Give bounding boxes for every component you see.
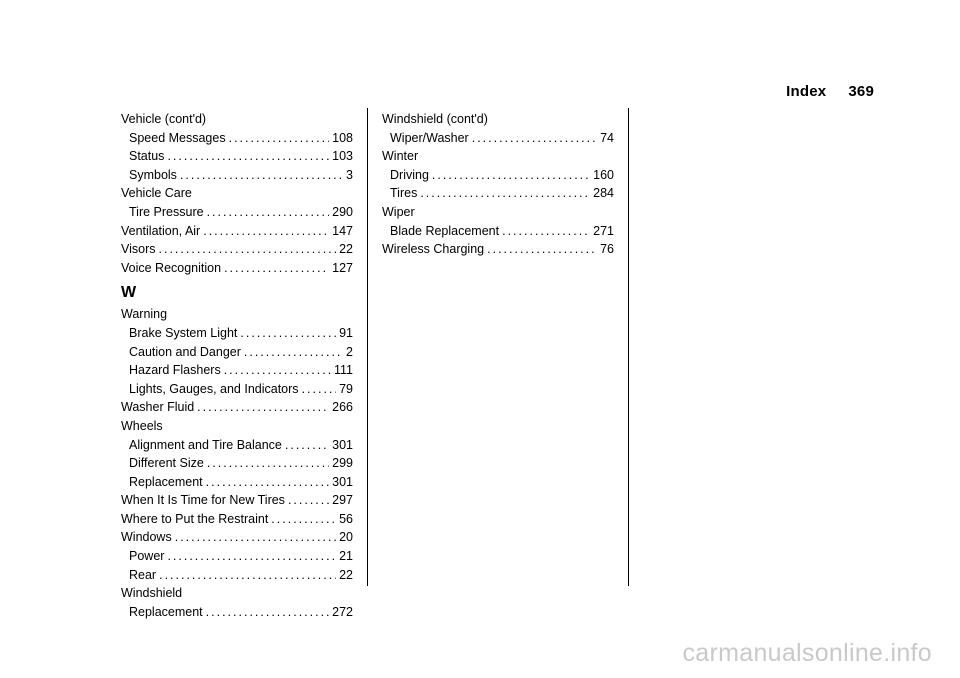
page-number: 369 (848, 83, 874, 100)
entry-text: Different Size (129, 456, 204, 471)
entry-text: Where to Put the Restraint (121, 511, 269, 526)
entry-text: Tires (390, 186, 418, 201)
leader-dots (159, 240, 337, 259)
leader-dots (302, 380, 337, 399)
column-divider (628, 108, 629, 586)
entry-text: Driving (390, 167, 429, 182)
index-heading: Winter (382, 149, 419, 164)
leader-dots (502, 222, 590, 241)
leader-dots (159, 566, 336, 585)
entry-page: 20 (339, 530, 353, 545)
entry-page: 299 (332, 456, 353, 471)
leader-dots (207, 203, 330, 222)
index-entry[interactable] (121, 166, 353, 185)
entry-text: Wiper/Washer (390, 130, 469, 145)
index-entry[interactable] (121, 147, 353, 166)
index-heading: Vehicle (cont'd) (121, 112, 207, 126)
leader-dots (229, 129, 330, 148)
index-column-2 (382, 110, 614, 259)
leader-dots (487, 240, 597, 259)
entry-page: 56 (339, 511, 353, 526)
leader-dots (197, 398, 329, 417)
entry-page: 108 (332, 130, 353, 145)
index-entry[interactable] (121, 491, 353, 510)
index-heading: Wheels (121, 418, 163, 433)
watermark: carmanualsonline.info (682, 639, 932, 667)
entry-text: Alignment and Tire Balance (129, 437, 282, 452)
index-entry[interactable] (382, 166, 614, 185)
entry-text: Voice Recognition (121, 260, 222, 275)
index-entry[interactable] (121, 324, 353, 343)
entry-page: 301 (332, 474, 353, 489)
entry-page: 22 (339, 242, 353, 257)
index-entry[interactable] (121, 528, 353, 547)
entry-page: 79 (339, 381, 353, 396)
leader-dots (180, 166, 343, 185)
index-entry[interactable] (121, 547, 353, 566)
entry-page: 103 (332, 149, 353, 164)
index-entry[interactable] (382, 240, 614, 259)
index-entry[interactable] (121, 380, 353, 399)
leader-dots (175, 528, 336, 547)
leader-dots (285, 436, 329, 455)
entry-page: 272 (332, 604, 353, 619)
index-entry[interactable] (121, 361, 353, 380)
index-heading: Wiper (382, 204, 415, 219)
index-entry[interactable] (121, 222, 353, 241)
entry-text: Brake System Light (129, 325, 238, 340)
entry-page: 266 (332, 400, 353, 415)
entry-text: Power (129, 549, 165, 564)
entry-text: Tire Pressure (129, 204, 204, 219)
leader-dots (244, 343, 343, 362)
entry-page: 111 (333, 363, 353, 378)
entry-text: Replacement (129, 474, 203, 489)
index-entry[interactable] (121, 566, 353, 585)
entry-page: 271 (593, 223, 614, 238)
leader-dots (206, 603, 329, 622)
index-entry[interactable] (121, 259, 353, 278)
entry-page: 297 (332, 493, 353, 508)
page-header (786, 83, 874, 100)
index-heading: Windshield (121, 586, 183, 601)
entry-page: 160 (593, 167, 614, 182)
leader-dots (224, 259, 329, 278)
entry-text: Washer Fluid (121, 400, 195, 415)
index-entry[interactable] (121, 603, 353, 622)
entry-text: Speed Messages (129, 130, 226, 145)
leader-dots (206, 473, 329, 492)
entry-text: Status (129, 149, 165, 164)
index-entry[interactable] (382, 129, 614, 148)
entry-text: When It Is Time for New Tires (121, 493, 285, 508)
index-entry[interactable] (382, 184, 614, 203)
entry-text: Lights, Gauges, and Indicators (129, 381, 299, 396)
entry-page: 22 (339, 567, 353, 582)
entry-page: 301 (332, 437, 353, 452)
column-divider (367, 108, 368, 586)
index-heading: Windshield (cont'd) (382, 112, 488, 126)
entry-page: 76 (600, 242, 614, 257)
leader-dots (224, 361, 331, 380)
section-title: Index (786, 83, 827, 100)
leader-dots (167, 147, 329, 166)
index-entry[interactable] (121, 240, 353, 259)
entry-text: Rear (129, 567, 157, 582)
index-entry[interactable] (121, 454, 353, 473)
leader-dots (271, 510, 336, 529)
index-entry[interactable] (121, 398, 353, 417)
entry-text: Blade Replacement (390, 223, 500, 238)
leader-dots (432, 166, 590, 185)
leader-dots (288, 491, 329, 510)
entry-text: Windows (121, 530, 172, 545)
letter-heading: W (121, 284, 137, 302)
index-entry[interactable] (382, 222, 614, 241)
entry-text: Caution and Danger (129, 344, 241, 359)
leader-dots (472, 129, 597, 148)
entry-page: 147 (332, 223, 353, 238)
entry-text: Wireless Charging (382, 242, 485, 257)
entry-page: 284 (593, 186, 614, 201)
leader-dots (420, 184, 590, 203)
entry-text: Symbols (129, 167, 177, 182)
leader-dots (167, 547, 336, 566)
entry-text: Ventilation, Air (121, 223, 201, 238)
leader-dots (203, 222, 329, 241)
index-entry[interactable] (121, 129, 353, 148)
entry-page: 127 (332, 260, 353, 275)
entry-text: Hazard Flashers (129, 363, 221, 378)
entry-page: 21 (339, 549, 353, 564)
index-entry[interactable] (121, 343, 353, 362)
index-heading: Warning (121, 307, 168, 322)
leader-dots (207, 454, 329, 473)
entry-page: 91 (339, 325, 353, 340)
index-entry[interactable] (121, 203, 353, 222)
index-entry[interactable] (121, 473, 353, 492)
entry-page: 290 (332, 204, 353, 219)
index-column-1 (121, 110, 353, 621)
entry-text: Visors (121, 242, 156, 257)
index-entry[interactable] (121, 510, 353, 529)
entry-page: 3 (346, 167, 353, 182)
index-heading: Vehicle Care (121, 186, 192, 201)
index-entry[interactable] (121, 436, 353, 455)
leader-dots (240, 324, 336, 343)
entry-page: 74 (600, 130, 614, 145)
entry-page: 2 (346, 344, 353, 359)
entry-text: Replacement (129, 604, 203, 619)
